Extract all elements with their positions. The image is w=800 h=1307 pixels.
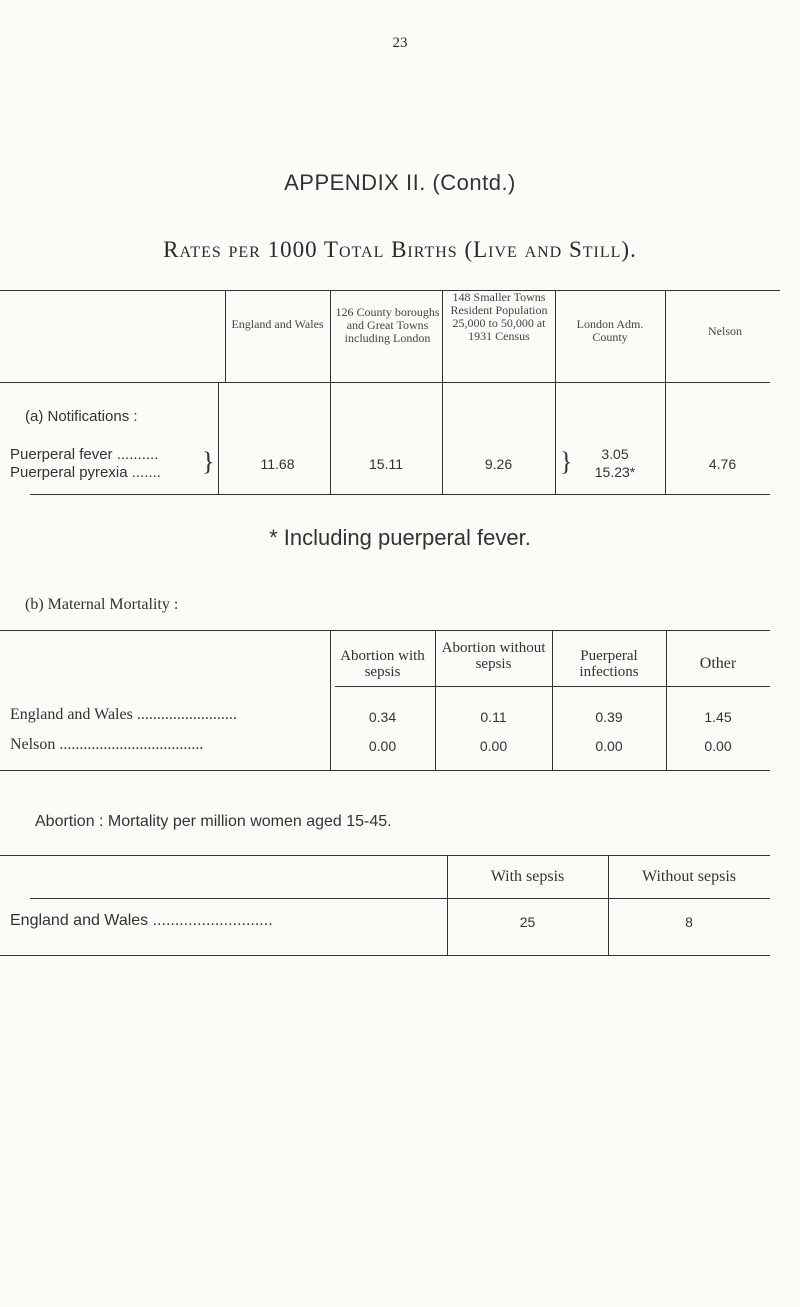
abortion-caption: Abortion : Mortality per million women aged 15-45. [35,813,392,830]
value-abortion-sepsis-ew: 0.34 [368,709,397,725]
value-other-ew: 1.45 [704,709,732,725]
table1-divider [330,290,331,382]
header-puerperal-infections: Puerperal infections [579,648,639,680]
value-london-pyrexia: 15.23* [594,464,636,480]
table3-bottom-rule [0,955,770,956]
notifications-label: (a) Notifications : [25,408,138,425]
page-number: 23 [392,35,408,51]
footnote: * Including puerperal fever. [269,525,531,550]
header-county-boroughs: 126 County boroughs and Great Towns including London [335,305,440,345]
value-abortion-no-sepsis-nelson: 0.00 [479,738,508,754]
header-abortion-no-sepsis: Abortion without sepsis [441,640,546,672]
rates-title: Rates per 1000 Total Births (Live and Still). [163,237,637,262]
value-with-sepsis: 25 [519,914,536,930]
table1-divider [665,290,666,382]
table1-divider [442,290,443,382]
table3-top-rule [0,855,770,856]
table1-divider [330,382,331,494]
value-county-boroughs: 15.11 [369,456,403,472]
header-england-wales: England and Wales [231,317,324,331]
table1-divider [442,382,443,494]
table1-divider [665,382,666,494]
value-london-fever: 3.05 [601,446,629,462]
value-abortion-no-sepsis-ew: 0.11 [480,709,507,725]
value-smaller-towns: 9.26 [484,456,513,472]
row-label-england-wales-abortion: England and Wales ........................... [10,912,273,929]
value-puerperal-nelson: 0.00 [595,738,623,754]
header-nelson: Nelson [708,324,742,338]
table3-header-rule [30,898,770,899]
table1-divider [218,382,219,494]
table1-divider [555,382,556,494]
table1-divider [225,290,226,382]
puerperal-pyrexia-label: Puerperal pyrexia ....... [10,464,161,481]
row-label-england-wales: England and Wales ......................... [10,706,237,723]
table1-divider [555,290,556,382]
header-other: Other [699,655,737,672]
puerperal-fever-label: Puerperal fever .......... [10,446,159,463]
value-england-wales: 11.68 [260,456,295,472]
table2-bottom-rule [0,770,770,771]
maternal-mortality-label: (b) Maternal Mortality : [25,596,179,613]
value-puerperal-ew: 0.39 [595,709,623,725]
header-with-sepsis: With sepsis [490,868,565,885]
table1-top-rule [0,290,780,291]
table1-header-rule [0,382,770,383]
appendix-title: APPENDIX II. (Contd.) [284,170,516,195]
header-without-sepsis: Without sepsis [641,868,737,885]
header-smaller-towns: 148 Smaller Towns Resident Population 25,000 to 50,000 at 1931 Census [450,290,548,343]
value-nelson: 4.76 [708,456,737,472]
value-without-sepsis: 8 [685,914,693,930]
table1-bottom-rule [30,494,770,495]
header-abortion-sepsis: Abortion with sepsis [340,648,425,680]
brace-icon: } [202,447,215,476]
value-abortion-sepsis-nelson: 0.00 [368,738,397,754]
header-london: London Adm. County [576,317,644,344]
row-label-nelson: Nelson .................................... [10,736,204,753]
value-other-nelson: 0.00 [704,738,732,754]
table2-top-rule [0,630,770,631]
brace-icon: } [560,447,573,476]
